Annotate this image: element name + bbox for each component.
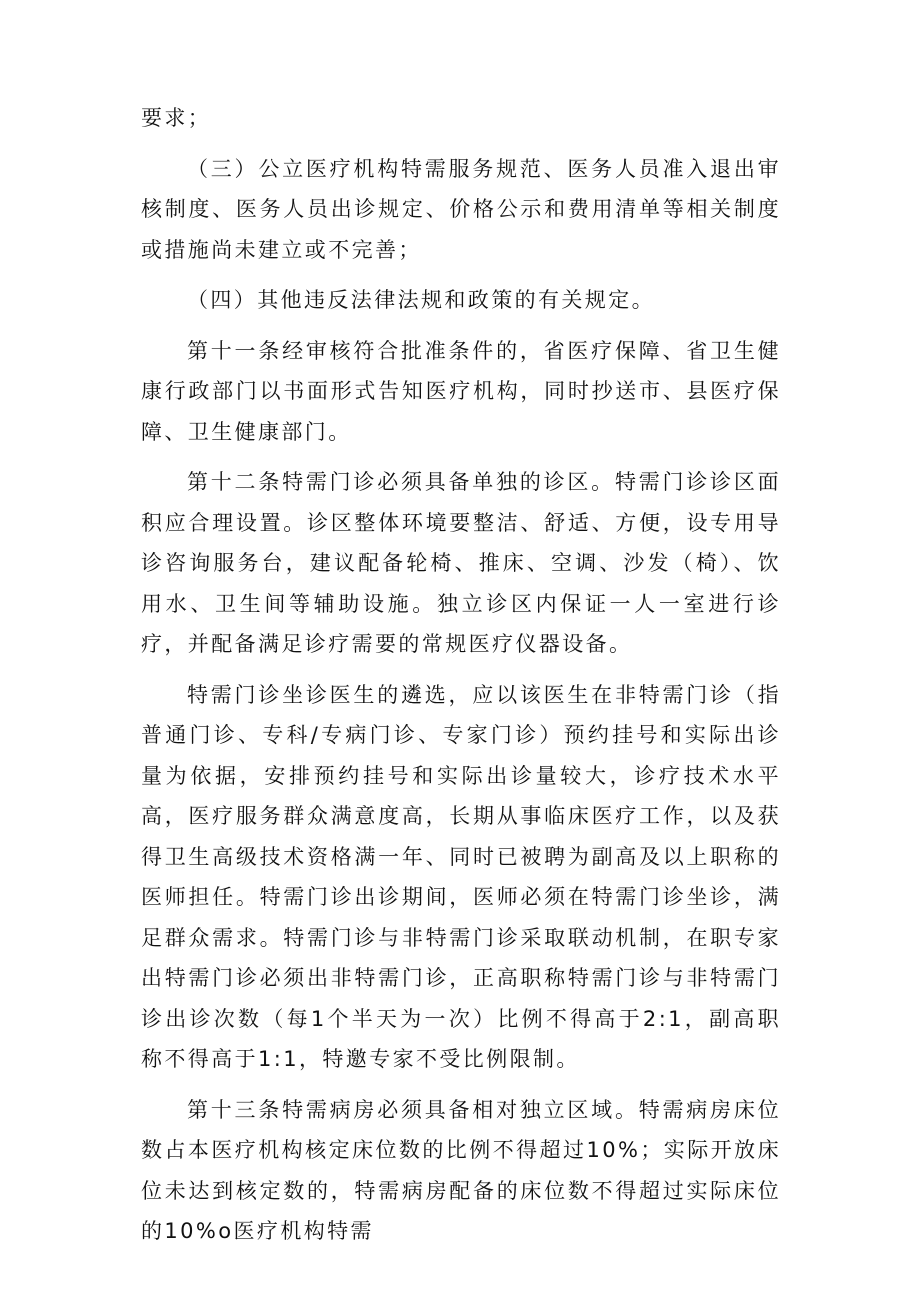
paragraph-article-12: 第十二条特需门诊必须具备单独的诊区。特需门诊诊区面积应合理设置。诊区整体环境要整洁、舒适、方便，设专用导诊咨询服务台，建议配备轮椅、推床、空调、沙发（椅）、饮用水、卫生间等辅助设施。独立诊区内保证一人一室进行诊疗，并配备满足诊疗需要的常规医疗仪器设备。 <box>141 470 781 656</box>
paragraph-article-13: 第十三条特需病房必须具备相对独立区域。特需病房床位数占本医疗机构核定床位数的比例不得超过10%；实际开放床位未达到核定数的，特需病房配备的床位数不得超过实际床位的10%o医疗机构特需 <box>141 1097 781 1243</box>
paragraph-doctor-selection: 特需门诊坐诊医生的遴选，应以该医生在非特需门诊（指普通门诊、专科/专病门诊、专家门诊）预约挂号和实际出诊量为依据，安排预约挂号和实际出诊量较大，诊疗技术水平高，医疗服务群众满意度高，长期从事临床医疗工作，以及获得卫生高级技术资格满一年、同时已被聘为副高及以上职称的医师担任。特需门诊出诊期间，医师必须在特需门诊坐诊，满足群众需求。特需门诊与非特需门诊采取联动机制，在职专家出特需门诊必须出非特需门诊，正高职称特需门诊与非特需门诊出诊次数（每1个半天为一次）比例不得高于2:1，副高职称不得高于1:1，特邀专家不受比例限制。 <box>141 682 781 1071</box>
paragraph-article-11: 第十一条经审核符合批准条件的，省医疗保障、省卫生健康行政部门以书面形式告知医疗机构，同时抄送市、县医疗保障、卫生健康部门。 <box>141 338 781 444</box>
paragraph-clause-3: （三）公立医疗机构特需服务规范、医务人员准入退出审核制度、医务人员出诊规定、价格公示和费用清单等相关制度或措施尚未建立或不完善； <box>141 156 781 262</box>
paragraph-continuation: 要求； <box>141 106 212 130</box>
document-body <box>141 98 781 1252</box>
paragraph-clause-4: （四）其他违反法律法规和政策的有关规定。 <box>187 288 655 312</box>
